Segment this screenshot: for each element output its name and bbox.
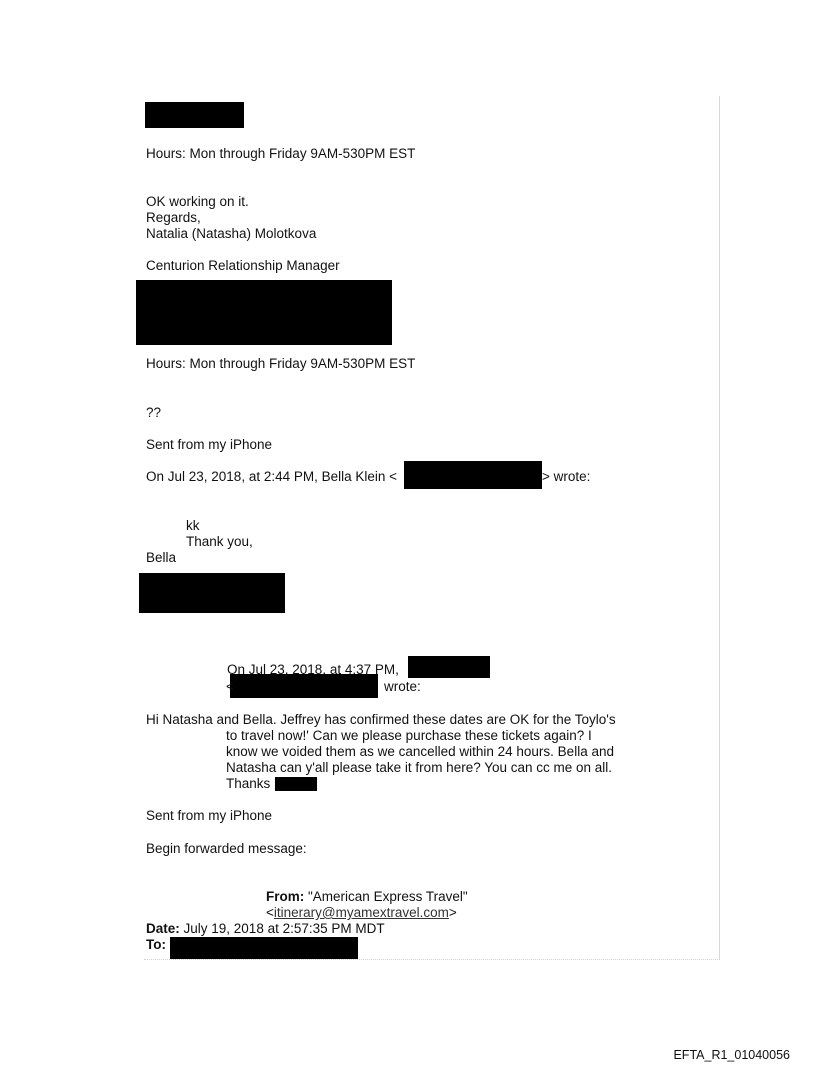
document-footer-id: EFTA_R1_01040056 [673, 1048, 790, 1062]
hours-line: Hours: Mon through Friday 9AM-530PM EST [146, 356, 416, 371]
from-line [266, 889, 468, 905]
signature-title: Centurion Relationship Manager [146, 258, 340, 273]
redaction-block [145, 102, 244, 128]
regards-line: Regards, [146, 210, 201, 225]
email-line [266, 905, 457, 921]
message-line: know we voided them as we cancelled within 24 hours. Bella and [226, 744, 614, 759]
ok-working-line: OK working on it. [146, 194, 249, 209]
message-line: Natasha can y'all please take it from here? You can cc me on all. [226, 760, 613, 775]
to-line [146, 937, 166, 953]
quote-header-2-prefix: On Jul 23, 2018, at 4:37 PM, [227, 662, 399, 677]
from-value: "American Express Travel" [304, 889, 468, 904]
email-lt: < [266, 905, 274, 920]
signature-name: Natalia (Natasha) Molotkova [146, 226, 317, 241]
begin-forwarded-line: Begin forwarded message: [146, 841, 307, 856]
quote-header-2-wrote: wrote: [384, 679, 421, 694]
thank-you-line: Thank you, [186, 534, 253, 549]
redaction-block [408, 656, 490, 678]
date-label: Date: [146, 921, 180, 936]
sent-from-iphone: Sent from my iPhone [146, 437, 273, 452]
quote-header-2-lt: < [226, 679, 234, 694]
redaction-block [139, 573, 285, 613]
message-line: Hi Natasha and Bella. Jeffrey has confirmed these dates are OK for the Toylo's [146, 712, 616, 727]
email-gt: > [448, 905, 457, 920]
quote-header-prefix: On Jul 23, 2018, at 2:44 PM, Bella Klein < [146, 469, 398, 484]
from-label: From: [266, 889, 305, 904]
quote-header-suffix: > wrote: [542, 469, 591, 484]
bella-line: Bella [146, 550, 177, 565]
sent-from-iphone: Sent from my iPhone [146, 808, 273, 823]
to-label: To: [146, 937, 166, 952]
redaction-block [404, 461, 542, 489]
hours-line: Hours: Mon through Friday 9AM-530PM EST [146, 146, 416, 161]
message-line: to travel now!' Can we please purchase these tickets again? I [226, 728, 592, 743]
message-line: Thanks [226, 776, 271, 791]
redaction-block [136, 280, 392, 345]
question-line: ?? [146, 405, 162, 420]
redaction-block [170, 937, 358, 959]
date-value: July 19, 2018 at 2:57:35 PM MDT [179, 921, 385, 936]
redaction-block [275, 777, 317, 791]
email-link[interactable]: itinerary@myamextravel.com [273, 905, 449, 920]
date-line [146, 921, 385, 937]
kk-line: kk [186, 518, 200, 533]
